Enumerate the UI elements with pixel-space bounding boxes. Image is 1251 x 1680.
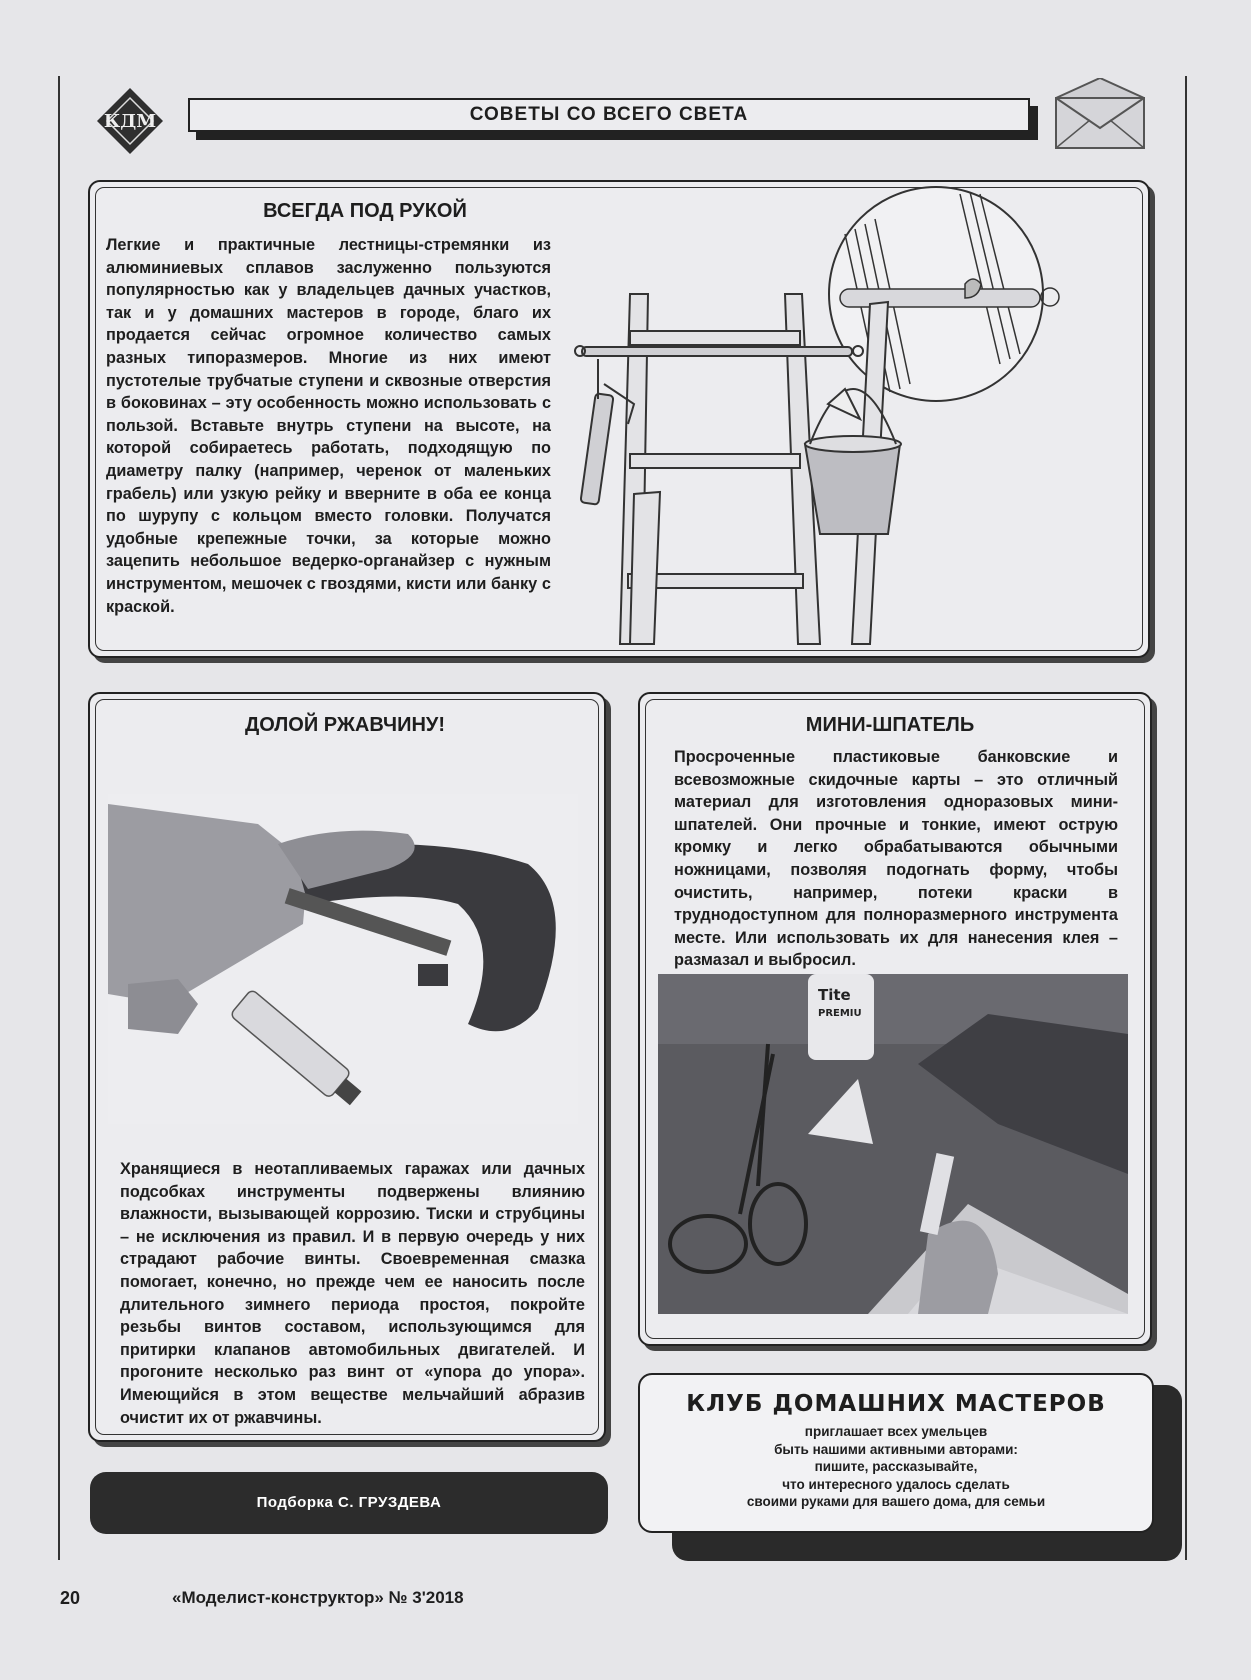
- club-announcement: [638, 1373, 1154, 1533]
- journal-issue: «Моделист-конструктор» № 3'2018: [172, 1588, 464, 1607]
- article-title: ДОЛОЙ РЖАВЧИНУ!: [244, 714, 446, 736]
- envelope-icon: [1050, 78, 1150, 150]
- page-number: 20: [60, 1588, 81, 1608]
- credit-text: Подборка С. ГРУЗДЕВА: [256, 1494, 442, 1511]
- club-line: своими руками для вашего дома, для семьи: [746, 1494, 1046, 1509]
- club-line: что интересного удалось сделать: [782, 1476, 1010, 1492]
- article-body: Просроченные пластиковые банковские и всевозможные скидочные карты – это отличный материал для изготовления одноразовых мини-шпателей. Они прочные и тонкие, имеют острую кромку и легко обрабатываются обычными ножницами, позволяя подогнать форму, чтобы очистить, например, потеки краски в труднодоступном для полноразмерного инструмента месте. Или использовать их для нанесения клея – размазал и выбросил.: [674, 748, 1118, 970]
- spatula-photo: [658, 974, 1128, 1314]
- compiled-by-banner: [90, 1472, 608, 1534]
- club-title: КЛУБ ДОМАШНИХ МАСТЕРОВ: [686, 1391, 1106, 1417]
- article-always-at-hand: [88, 180, 1150, 658]
- article-mini-spatula: [638, 692, 1152, 1346]
- article-title: МИНИ-ШПАТЕЛЬ: [805, 714, 975, 736]
- article-body: Хранящиеся в неотапливаемых гаражах или дачных подсобках инструменты подвержены влиянию влажности, вызывающей коррозию. Тиски и струбцины – не исключения из правил. И в первую очередь у них страдают рабочие винты. Своевременная смазка помогает, конечно, но прежде чем ее наносить после длительного зимнего периода простоя, покройте резьбы винтов составом, использующимся для притирки клапанов автомобильных двигателей. И прогоните несколько раз винт от «упора до упора». Имеющийся в этом веществе мельчайший абразив очистит их от ржавчины.: [120, 1160, 585, 1427]
- club-line: приглашает всех умельцев: [804, 1424, 988, 1439]
- club-line: быть нашими активными авторами:: [774, 1441, 1018, 1457]
- article-body: Легкие и практичные лестницы-стремянки из алюминиевых сплавов заслуженно пользуются популярностью как у владельцев дачных участков, так и у домашних мастеров в городе, благо их продается сейчас огромное количество самых разных типоразмеров. Многие из них имеют пустотелые трубчатые ступени и сквозные отверстия в боковинах – эту особенность можно использовать с пользой. Вставьте внутрь ступени на высоте, на которой собираетесь работать, подходящую по диаметру палку (например, черенок от маленьких грабель) или узкую рейку и вверните в оба ее конца по шурупу с кольцом вместо головки. Получатся удобные крепежные точки, за которые можно зацепить небольшое ведерко-органайзер с нужным инструментом, мешочек с гвоздями, кисти или банку с краской.: [106, 236, 551, 616]
- svg-text:Tite: Tite: [818, 986, 851, 1004]
- section-header: [188, 98, 1030, 132]
- article-down-with-rust: [88, 692, 606, 1442]
- ladder-illustration: [570, 184, 1140, 654]
- article-title: ВСЕГДА ПОД РУКОЙ: [263, 200, 467, 222]
- magazine-logo: [95, 86, 165, 156]
- clamp-photo: [108, 794, 578, 1124]
- svg-text:КДМ: КДМ: [103, 111, 157, 132]
- section-title: СОВЕТЫ СО ВСЕГО СВЕТА: [469, 104, 749, 125]
- club-line: пишите, рассказывайте,: [814, 1459, 978, 1474]
- svg-text:PREMIU: PREMIU: [818, 1008, 862, 1019]
